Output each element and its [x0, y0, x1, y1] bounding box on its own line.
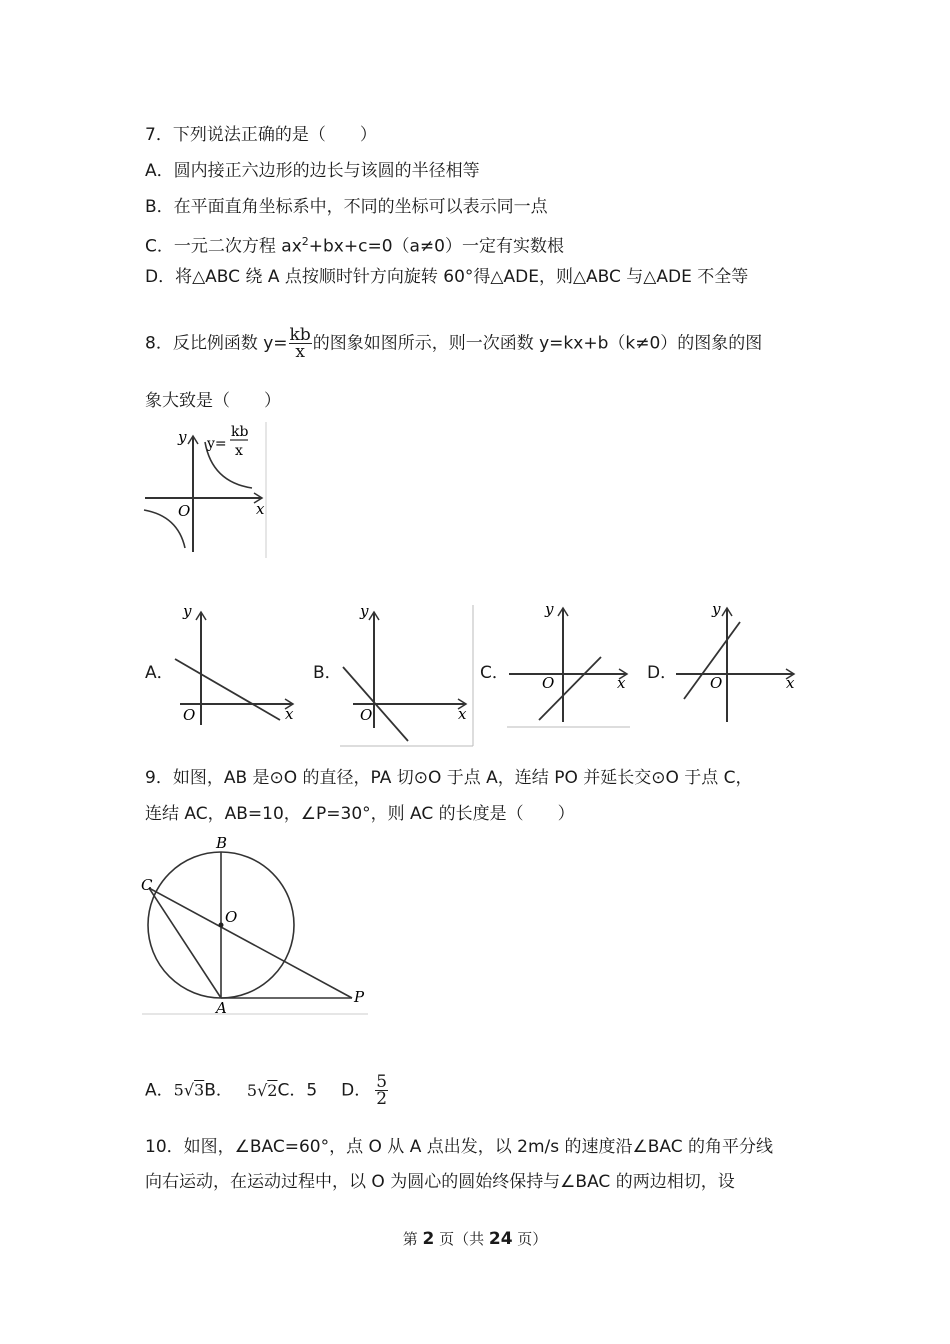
q8-stem-line2: 象大致是（ ） — [145, 391, 281, 411]
q7-stem: 7．下列说法正确的是（ ） — [145, 125, 377, 145]
svg-text:P: P — [354, 988, 365, 1006]
q9-options: A．5√3B． 5√2C．5 D． $\frac{5}{2}$ — [145, 1072, 388, 1109]
svg-text:O: O — [710, 674, 723, 692]
q8-option-b-label: B． — [313, 663, 342, 683]
svg-text:y: y — [183, 602, 192, 620]
svg-text:A: A — [216, 999, 227, 1017]
svg-text:y: y — [360, 602, 369, 620]
q7-option-a: A．圆内接正六边形的边长与该圆的半径相等 — [145, 161, 480, 181]
q7-option-c: C．一元二次方程 $ax^2+bx+c=0(a\ne 0)$一定有实数根 — [145, 235, 564, 257]
svg-text:x: x — [617, 674, 626, 692]
q9-stem-line2: 连结 AC，AB=10，∠P=30°，则 AC 的长度是（ ） — [145, 804, 575, 824]
svg-text:O: O — [360, 706, 373, 724]
q8-option-c-graph — [505, 600, 640, 730]
q8-option-b-graph — [338, 600, 478, 748]
q9-stem-line1: 9．如图，AB 是⊙O 的直径，PA 切⊙O 于点 A，连结 PO 并延长交⊙O 于点 C， — [145, 768, 753, 788]
svg-text:x: x — [786, 674, 795, 692]
q10-stem-line2: 向右运动，在运动过程中，以 O 为圆心的圆始终保持与∠BAC 的两边相切，设 — [145, 1172, 735, 1192]
svg-text:y: y — [178, 428, 187, 446]
q10-stem-line1: 10．如图，∠BAC=60°，点 O 从 A 点出发，以 2m/s 的速度沿∠BAC 的角平分线 — [145, 1137, 774, 1157]
q8-option-a-graph — [165, 600, 300, 730]
svg-text:x: x — [235, 443, 243, 459]
svg-text:y: y — [545, 600, 554, 618]
svg-text:O: O — [178, 502, 191, 520]
svg-text:x: x — [285, 705, 294, 723]
q9-circle-figure — [140, 832, 372, 1022]
svg-text:O: O — [225, 908, 238, 926]
q9-option-b-value: 5√2 — [246, 1080, 278, 1100]
svg-text:x: x — [256, 500, 265, 518]
q7-option-d: D．将△ABC 绕 A 点按顺时针方向旋转 60°得△ADE，则△ABC 与△ADE 不全等 — [145, 267, 749, 287]
q8-option-d-label: D． — [647, 663, 678, 683]
svg-text:O: O — [183, 706, 196, 724]
q8-option-c-label: C． — [480, 663, 509, 683]
q8-stem: 8．反比例函数 y= $\frac{kb}{x}$ 的图象如图所示，则一次函数 y=kx+b（k≠0）的图象的图 — [145, 325, 763, 362]
q8-fraction: $\frac{kb}{x}$ — [289, 325, 311, 362]
svg-text:x: x — [458, 705, 467, 723]
q8-hyperbola-graph — [140, 420, 270, 560]
q9-option-d-fraction: $\frac{5}{2}$ — [376, 1072, 388, 1109]
q9-option-a-value: 5√3 — [173, 1080, 205, 1100]
svg-text:kb: kb — [231, 424, 249, 440]
svg-text:y: y — [712, 600, 721, 618]
q8-option-d-graph — [672, 600, 807, 730]
svg-text:C: C — [141, 876, 153, 894]
svg-text:y=: y= — [207, 436, 227, 452]
svg-text:O: O — [542, 674, 555, 692]
q7-option-b: B．在平面直角坐标系中，不同的坐标可以表示同一点 — [145, 197, 548, 217]
q8-option-a-label: A． — [145, 663, 174, 683]
page-footer: 第 2 页（共 24 页） — [402, 1229, 548, 1249]
svg-text:B: B — [216, 834, 228, 852]
